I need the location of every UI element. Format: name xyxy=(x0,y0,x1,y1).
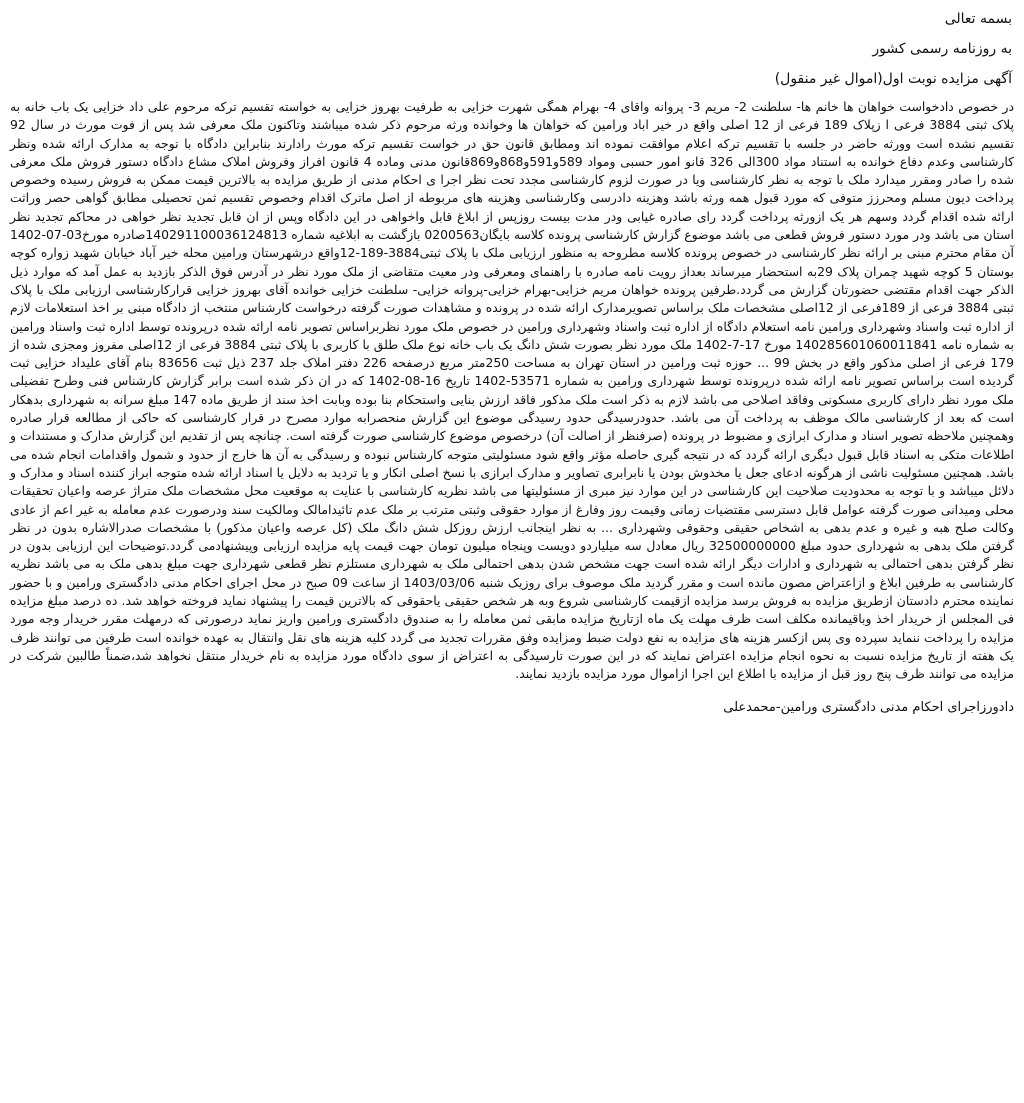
signature-line: دادورزاجرای احکام مدنی دادگستری ورامین-محمدعلی xyxy=(723,699,1014,715)
notice-title: آگهی مزایده نوبت اول(اموال غیر منقول) xyxy=(774,71,1012,87)
notice-body: در خصوص دادخواست خواهان ها خانم ها- سلطنت 2- مریم 3- پروانه واقای 4- بهرام همگی شهرت خزایی به طرفیت بهروز خزایی به خواسته تقسیم ترکه مرحوم علی داد خزایی یک باب خانه به پلاک ثبتی 3884 فرعی ا زپلاک 189 فرعی از 12 اصلی واقع در خیر اباد ورامین که خواهان ها وخوانده ورثه مرحوم ذکر شده میباشند وتاکنون ملک معرفی شد پس از فوت مورث در سال 92 تقسیم نشده است وورثه حاضر در جلسه با تقسیم ترکه اعلام موافقت نموده اند ومطابق قانون حق در خواست تقسیم ترکه مورث رادارند بنابراین دادگاه با توجه به مدارک ارائه شده ونظر کارشناسی وعدم دفاع خوانده به استناد مواد 300الی 326 قانو امور حسبی ومواد 589و591و868و869قانون مدنی وماده 4 قانون افراز وفروش املاک مشاع دادگاه دستور فروش ملک معرفی شده را صادر ومقرر میدارد ملک با توجه به نظر کارشناسی ویا در صورت لزوم کارشناسی مجدد تحت نظر اجرا ی احکام مدنی از طریق مزایده به بالاترین قیمت ممکن به فروش رسیده وخصوص پرداخت دیون مسلم ومحرزز متوفی که مورد قبول همه ورثه باشد وهزینه دادرسی وکارشناسی وهزینه های مربوطه از اصل ماترک اقدام وخصوص تقسیم ثمن تحصیلی مطابق گواهی حصر وراثت ارائه شده اقدام گردد وسهم هر یک ازورثه پرداخت گردد رای صادره غیابی ودر مدت بیست روزپس از ابلاغ قابل واخواهی در این دادگاه وپس از ان قابل تجدید نظر خواهی در محاکم تجدید نظر استان می باشد ودر مورد دستور فروش قطعی می باشد موضوع گزارش کارشناسی پرونده کلاسه بایگان0200563 بازگشت به ابلاغیه شماره 140291100036124813صادره مورخ03-07-1402 آن مقام محترم مبنی بر ارائه نظر کارشناسی در خصوص پرونده کلاسه مطروحه به منظور ارزیابی ملک با پلاک ثبتی3884-189-12واقع درشهرستان ورامین محله خیر آباد خیابان شهید زواره کوچه بوستان 5 کوچه شهید چمران پلاک 29به استحضار میرساند بعداز رویت نامه صادره با راهنمای ومعرفی ودر معیت متقاضی از ملک مورد نظر در آدرس فوق الذکر بازدید به عمل آمد که موارد ذیل الذکر جهت اقدام مقتضی حضورتان گزارش می گردد.طرفین پرونده خواهان مریم خزایی-بهرام خزایی-پروانه خزایی- سلطنت خزایی خوانده آقای بهروز خزایی قرارکارشناسی ارزیابی ملک با پلاک ثبتی 3884 فرعی از 189فرعی از 12اصلی مشخصات ملک براساس تصویرمدارک ارائه شده در پرونده و مشاهدات صورت گرفته درخواست کارشناس منتخب از دادگاه مبنی بر اخذ استعلامات لازم از اداره ثبت واسناد وشهرداری ورامین نامه استعلام دادگاه از اداره ثبت واسناد وشهرداری ورامین در خصوص ملک مورد نظربراساس تصویر نامه ارائه شده درپرونده توسط اداره ثبت واسناد ورامین به شماره نامه 140285601060011841 مورخ 17-7-1402 ملک مورد نظر بصورت شش دانگ یک باب خانه نوع ملک طلق با کاربری با پلاک ثبتی 3884 فرعی از 12اصلی مفروز ومجزی شده از 179 فرعی از اصلی مذکور واقع در بخش 99 ... حوزه ثبت ورامین در استان تهران به مساحت 250متر مربع درصفحه 226 دفتر املاک جلد 237 ذیل ثبت 83656 بنام آقای علیداد خزایی ثبت گردیده است براساس تصویر نامه ارائه شده درپرونده توسط شهرداری ورامین به شماره 53571-1402 تاریخ 16-08-1402 که در ان ذکر شده است برابر گزارش کارشناس فنی وطرح تفضیلی ملک مورد نظر دارای کاربری مسکونی وفاقد اصلاحی می باشد لازم به ذکر است ملک مذکور فاقد ارزش بنایی واستحکام بنا بوده وبابت اخذ سند از طریق ماده 147 مبلغ سرانه به شهرداری بدهکار است که بعد از کارشناسی مالک موظف به پرداخت آن می باشد. حدودرسیدگی حدود رسیدگی موضوع این گزارش منحصرابه موارد مصرح در قرار کارشناسی که حاکی از مطالعه قرار صادره وهمچنین ملاحظه تصویر اسناد و مدارک ابرازی و مضبوط در پرونده (صرفنظر از اصالت آن) درخصوص موضوع کارشناسی صورت گرفته است. چنانچه پس از تقدیم این گزارش مدارک و مستندات و اطلاعات متکی به اسناد قابل قبول دیگری ارائه گردد که در نتیجه گیری حاصله مؤثر واقع شود مسئولیتی متوجه کارشناس نبوده و رسیدگی به آن ها خارج از حدود و شمول واقدامات انجام شده می باشد. همچنین مسئولیت ناشی از هرگونه ادعای جعل یا مخدوش بودن یا نابرابری تصاویر و مدارک ابرازی با نسخ اصلی انکار و یا تردید به دلایل یا اسناد ارائه شده متوجه ابراز کننده اسناد و مدارک و دلائل میباشد و با توجه به محدودیت صلاحیت این کارشناسی در این موارد نیز مبری از مسئولیتها می باشد نظریه کارشناسی با عنایت به موقعیت محل مشخصات ملک متراژ عرصه واعیان تحقیقات محلی ومیدانی صورت گرفته عوامل قابل دسترسی مقتضیات زمانی وقیمت روز وفارغ از موارد حقوقی وثبتی مترتب بر ملک عدم تائیدامالک ومالکیت سند ودرصورت عدم معامله به غیر اعم از عادی وکالت صلح هبه و غیره و عدم بدهی به اشخاص حقیقی وحقوقی وشهرداری ... به نظر اینجانب ارزش روزکل شش دانگ ملک (کل عرصه واعیان مذکور) با مشخصات صدرالاشاره بدون در نظر گرفتن ملک بدهی به شهرداری حدود مبلغ 32500000000 ریال معادل سه میلیاردو دویست وپنجاه میلیون تومان جهت قیمت پایه مزایده ارزیابی وپیشنهادمی گردد.توضیحات این ارزیابی بدون در نظر گرفتن بدهی احتمالی به شهرداری و ادارات دیگر ارائه شده است جهت مشخص شدن بدهی احتمالی ملک به شهرداری مستلزم نظر قطعی شهرداری جهت مبلغ بدهی ملک به می باشد نظریه کارشناسی به طرفین ابلاغ و ازاعتراض مصون مانده است و مقرر گردید ملک موصوف برای روزیک شنبه 1403/03/06 از ساعت 09 صبح در محل اجرای احکام مدنی دادگستری ورامین و با حضور نماینده محترم دادستان ازطریق مزایده به فروش برسد مزایده ازقیمت کارشناسی شروع وبه هر شخص حقیقی یاحقوقی که بالاترین قیمت را پیشنهاد نماید فروخته خواهد شد. ده درصد مبلغ مزایده فی المجلس از خریدار اخذ وباقیمانده مکلف است ظرف مهلت یک ماه ازتاریخ مزایده مابقی ثمن معامله را به صندوق دادگستری ورامین واریز نماید درصورتی که درمهلت مقرر خریدار وجه مورد مزایده را پرداخت ننماید سپرده وی پس ازکسر هزینه های مزایده به نفع دولت ضبط ومزایده وفق مقررات تجدید می گردد کلیه هزینه های نقل وانتقال به عهده خوانده است طرفین می توانند ظرف یک هفته از تاریخ مزایده نسبت به نحوه انجام مزایده اعتراض نمایند که در این صورت تارسیدگی به اعتراض از سوی دادگاه مورد مزایده به نام خریدار منتقل نخواهد شد،ضمناً طالبین شرکت در مزایده می توانند ظرف پنج روز قبل از مزایده با اطلاع این اجرا ازاموال مورد مزایده بازدید نمایند. xyxy=(10,99,1015,682)
recipient-line: به روزنامه رسمی کشور xyxy=(872,41,1012,57)
bismillah-heading: بسمه تعالی xyxy=(944,11,1012,27)
